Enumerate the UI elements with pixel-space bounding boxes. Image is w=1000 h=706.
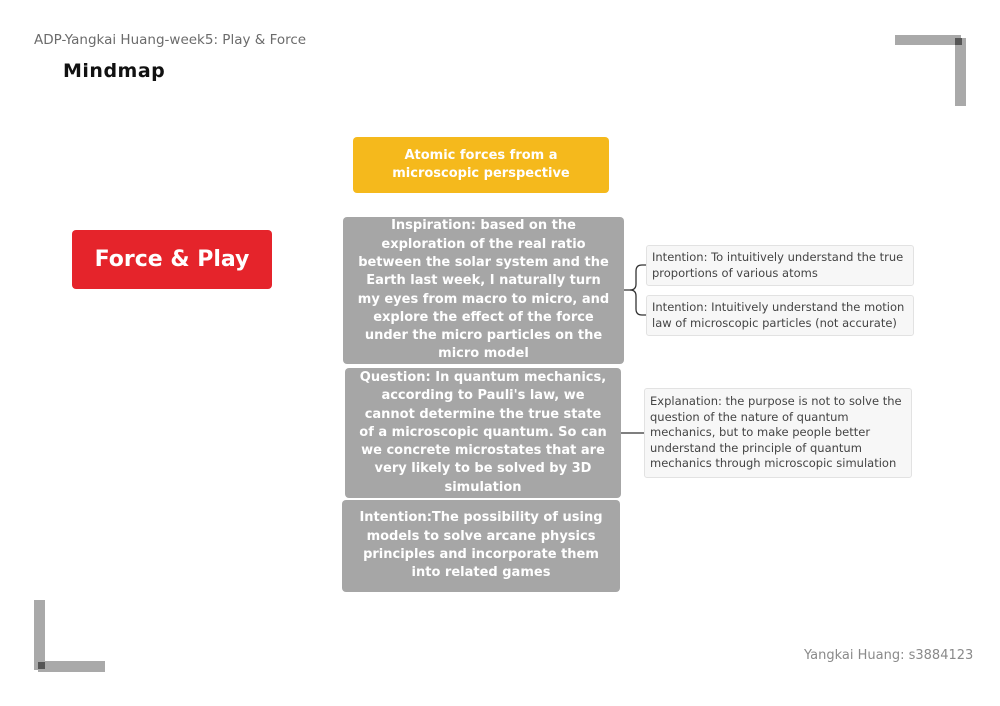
note-node-proportions[interactable] <box>646 245 914 286</box>
topic-node[interactable] <box>353 137 609 193</box>
connector-branch1-note2 <box>630 290 647 315</box>
connector-branch1-note1 <box>624 265 647 290</box>
note-node-label: Intention: To intuitively understand the true proportions of various atoms <box>652 250 904 280</box>
author-label: Yangkai Huang: s3884123 <box>804 648 974 663</box>
section-title: Mindmap <box>63 60 166 82</box>
root-node-label: Force & Play <box>94 247 250 272</box>
branch-node-label: Inspiration: based on the exploration of the real ratio between the solar system and the Earth last week, I naturally turn my eyes from macro to micro, and explore the effect of the force under the micro particles on the micro model <box>357 218 610 362</box>
topic-node-label: Atomic forces from a microscopic perspective <box>392 148 570 181</box>
note-node-label: Intention: Intuitively understand the motion law of microscopic particles (not accurate) <box>652 300 905 330</box>
branch-node-question[interactable] <box>345 368 621 498</box>
branch-node-intention[interactable] <box>342 500 620 592</box>
note-node-explanation[interactable] <box>644 388 912 478</box>
header-title: ADP-Yangkai Huang-week5: Play & Force <box>34 32 307 48</box>
branch-node-inspiration[interactable] <box>343 217 624 364</box>
note-node-motion-law[interactable] <box>646 295 914 336</box>
branch-node-label: Intention:The possibility of using models to solve arcane physics principles and incorporate them into related games <box>359 510 603 581</box>
note-node-label: Explanation: the purpose is not to solve the question of the nature of quantum mechanics, but to make people better understand the principle of quantum mechanics through microscopic simulation <box>650 394 902 471</box>
root-node[interactable] <box>72 230 272 289</box>
branch-node-label: Question: In quantum mechanics, according to Pauli's law, we cannot determine the true state of a microscopic quantum. So can we concrete microstates that are very likely to be solved by 3D simulation <box>359 369 607 495</box>
